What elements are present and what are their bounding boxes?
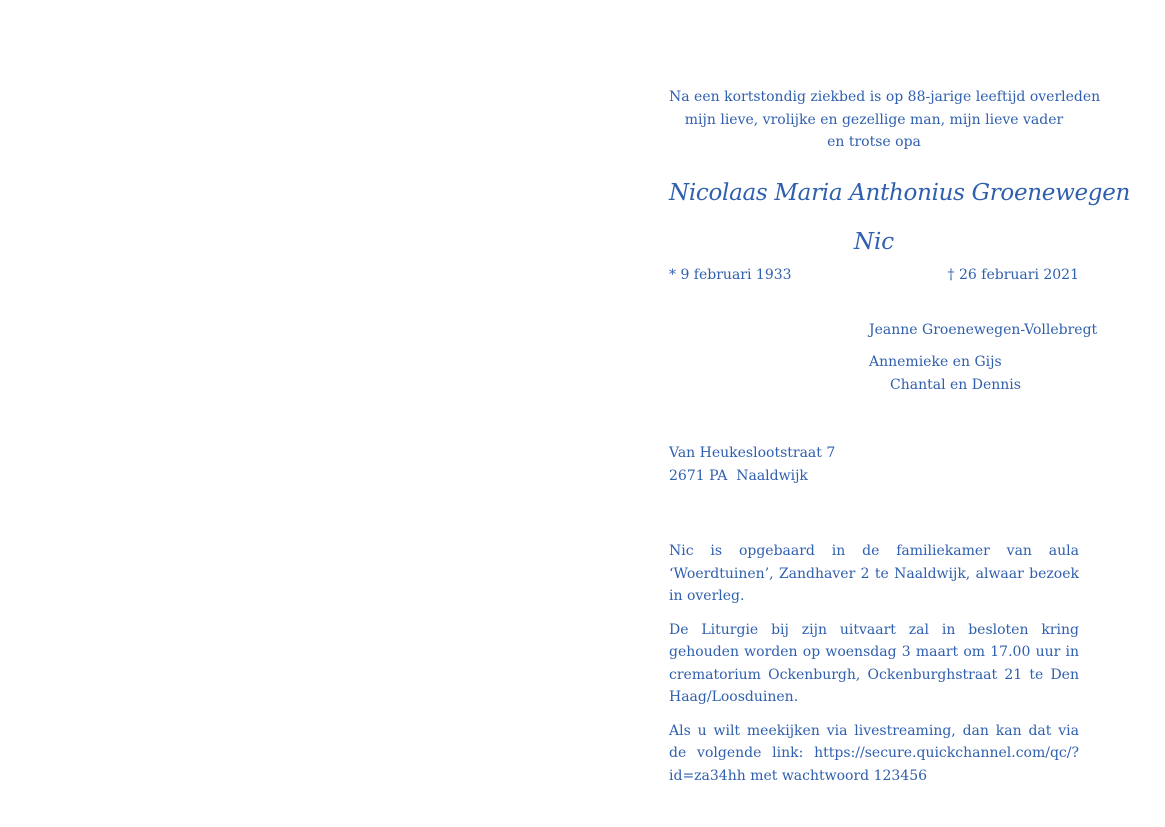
notice-paragraph-viewing: Nic is opgebaard in de familiekamer van aula ‘Woerdtuinen’, Zandhaver 2 te Naaldwijk, alwaar bezoek in overleg. [669,543,1079,604]
intro-line: Na een kortstondig ziekbed is op 88-jarige leeftijd overleden [669,89,1101,105]
birth-date: * 9 februari 1933 [669,266,792,283]
announcement-column [669,86,1131,798]
child-names: Chantal en Dennis [890,376,1021,393]
family-signatories [869,319,1098,397]
life-dates [669,264,1079,286]
correspondence-address [669,442,1079,487]
notice-paragraph-liturgy: De Liturgie bij zijn uitvaart zal in besloten kring gehouden worden op woensdag 3 maart om 17.00 uur in crematorium Ockenburgh, Ockenburghstraat 21 te Den Haag/Loosduinen. [669,621,1079,705]
intro-line: en trotse opa [827,134,921,150]
deceased-nickname: Nic [853,228,895,255]
spouse-name: Jeanne Groenewegen-Vollebregt [869,321,1098,338]
deceased-full-name: Nicolaas Maria Anthonius Groenewegen [669,179,1131,206]
address-street: Van Heukeslootstraat 7 [669,445,836,461]
notice-paragraph-livestream: Als u wilt meekijken via livestreaming, dan kan dat via de volgende link: https://secure.quickchannel.com/qc/?id=za34hh met wachtwoord 123456 [669,722,1079,784]
intro-text [669,86,1101,154]
child-names: Annemieke en Gijs [869,354,1002,370]
death-date: † 26 februari 2021 [947,266,1079,283]
intro-line: mijn lieve, vrolijke en gezellige man, mijn lieve vader [684,111,1064,128]
funeral-notice [669,540,1079,787]
address-city: 2671 PA Naaldwijk [669,467,808,484]
